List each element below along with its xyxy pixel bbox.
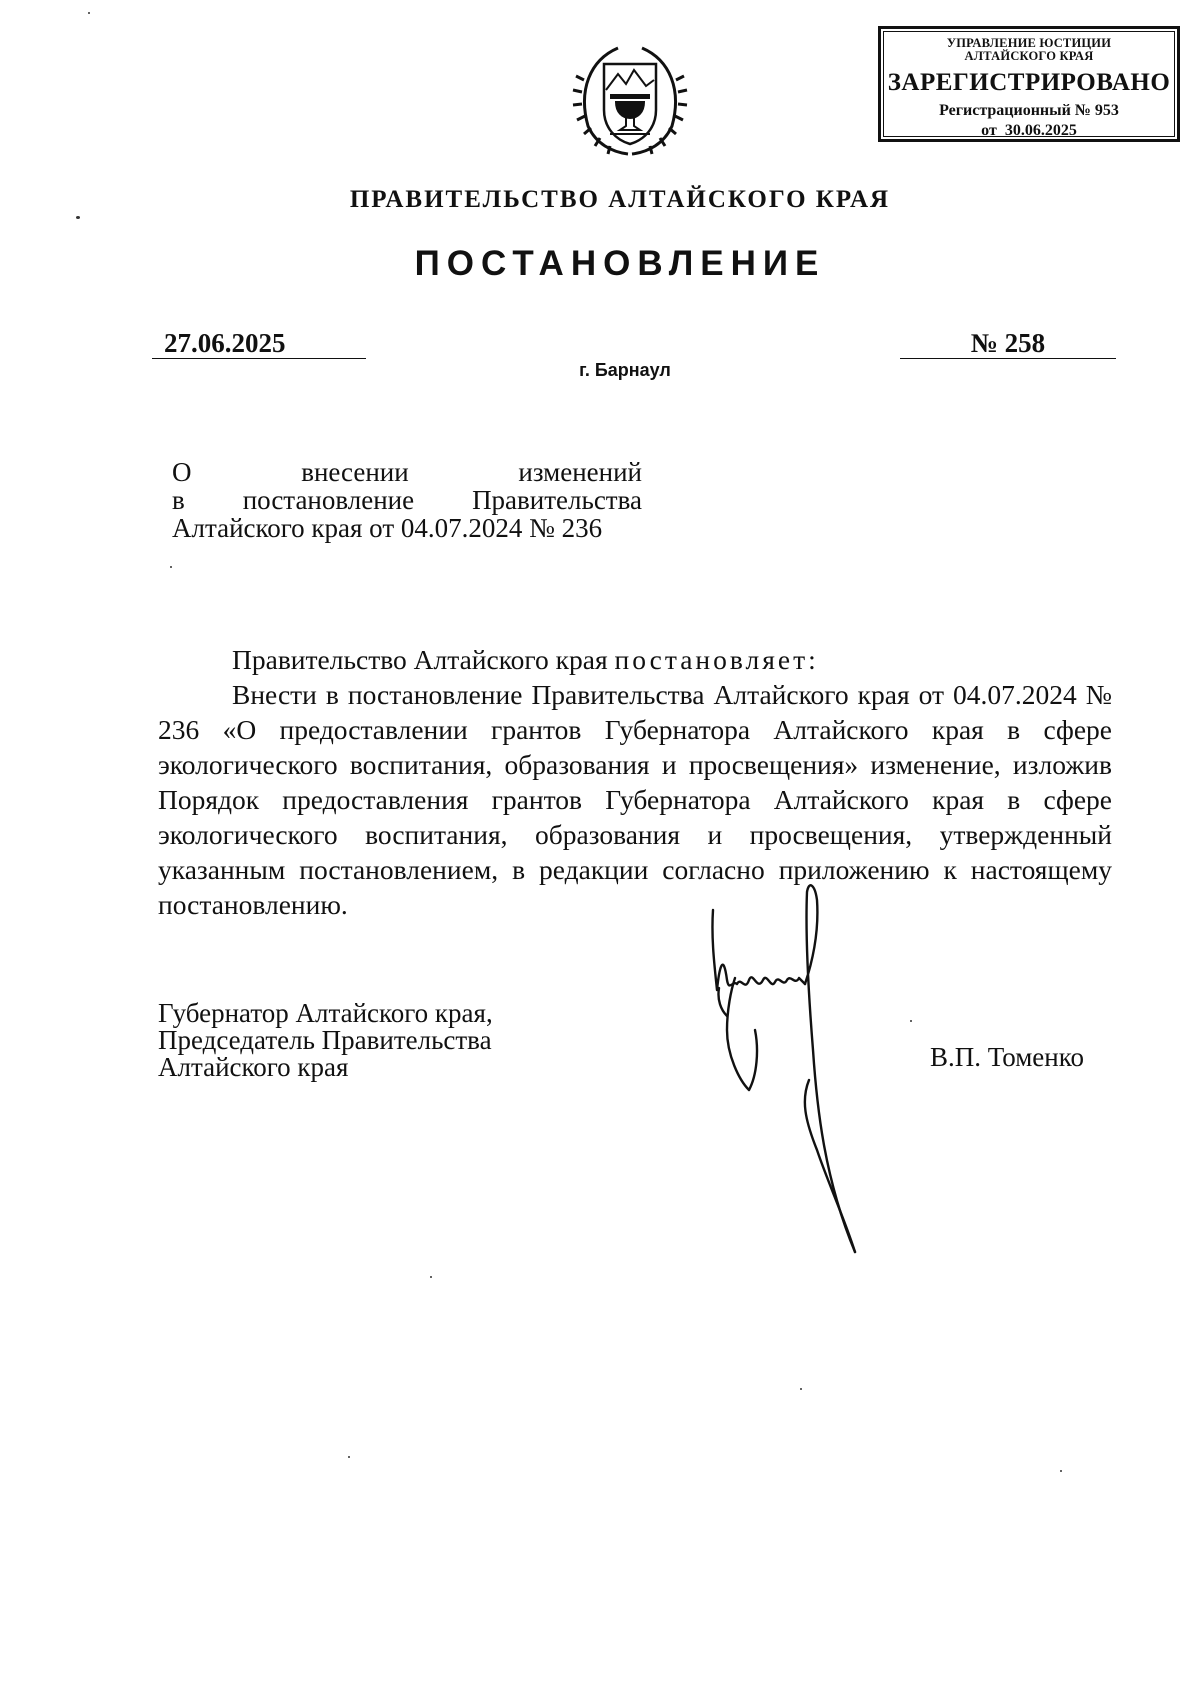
government-title: ПРАВИТЕЛЬСТВО АЛТАЙСКОГО КРАЯ bbox=[349, 186, 891, 213]
subject-word: изменений bbox=[518, 457, 642, 487]
stamp-registration bbox=[881, 101, 1177, 141]
stamp-status: ЗАРЕГИСТРИРОВАНО bbox=[887, 69, 1171, 96]
subject-word: в bbox=[172, 485, 185, 515]
handwritten-signature bbox=[705, 880, 885, 1260]
scan-speck bbox=[910, 1020, 912, 1022]
stamp-org-line1: УПРАВЛЕНИЕ ЮСТИЦИИ bbox=[946, 36, 1112, 50]
signatory-position-line1: Губернатор Алтайского края, bbox=[158, 998, 493, 1028]
stamp-reg-date: от 30.06.2025 bbox=[981, 122, 1077, 139]
document-body bbox=[158, 642, 1112, 922]
document-type-title: ПОСТАНОВЛЕНИЕ bbox=[414, 244, 826, 283]
subject-word: внесении bbox=[301, 457, 409, 487]
stamp-org-line2: АЛТАЙСКОГО КРАЯ bbox=[964, 49, 1094, 63]
subject-line-3: Алтайского края от 04.07.2024 № 236 bbox=[172, 513, 603, 543]
stamp-reg-number: Регистрационный № 953 bbox=[939, 102, 1119, 119]
document-city: г. Барнаул bbox=[579, 360, 671, 380]
scan-speck bbox=[88, 12, 90, 14]
signatory-position-line2: Председатель Правительства bbox=[158, 1025, 492, 1055]
scan-speck bbox=[1060, 1470, 1062, 1472]
scan-speck bbox=[76, 216, 80, 219]
document-subject bbox=[172, 458, 642, 542]
enacting-clause-verb: постановляет: bbox=[614, 644, 819, 675]
signatory-name: В.П. Томенко bbox=[930, 1042, 1084, 1072]
document-date: 27.06.2025 bbox=[152, 328, 366, 359]
subject-word: постановление bbox=[242, 485, 415, 515]
coat-of-arms-emblem bbox=[570, 40, 690, 158]
enacting-clause-prefix: Правительство Алтайского края bbox=[232, 644, 615, 675]
scan-speck bbox=[348, 1456, 350, 1458]
registration-stamp bbox=[878, 26, 1180, 142]
scan-speck bbox=[170, 566, 172, 568]
signatory-position bbox=[158, 1000, 493, 1081]
subject-word: О bbox=[172, 457, 192, 487]
stamp-organization bbox=[881, 37, 1177, 63]
subject-line-2 bbox=[172, 486, 642, 514]
scan-speck bbox=[800, 1388, 802, 1390]
signatory-position-line3: Алтайского края bbox=[158, 1052, 349, 1082]
subject-line-1 bbox=[172, 458, 642, 486]
enacting-clause bbox=[158, 642, 1112, 677]
body-paragraph: Внести в постановление Правительства Алтайского края от 04.07.2024 № 236 «О предоставлении грантов Губернатора Алтайского края в сфере экологического воспитания, образования и просвещения» изменение, изложив Порядок предоставления грантов Губернатора Алтайского края в сфере экологического воспитания, образования и просвещения, утвержденный указанным постановлением, в редакции согласно приложению к настоящему постановлению. bbox=[158, 679, 1112, 920]
scan-speck bbox=[430, 1276, 432, 1278]
document-number: № 258 bbox=[900, 328, 1116, 359]
subject-word: Правительства bbox=[472, 485, 642, 515]
